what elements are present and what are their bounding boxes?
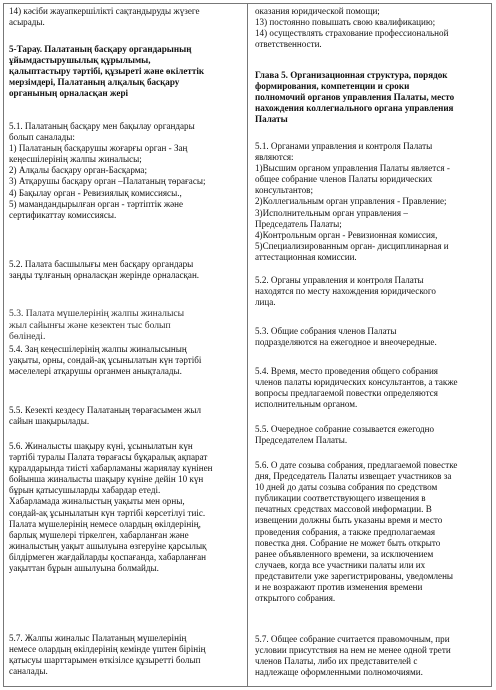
ru-clause-5-1: 5.1. Органами управления и контроля Палаты являются: 1)Высшим органом управления Палаты является - общее собрание членов Палаты юридических консультантов; 2)Коллегиальным орган управления - Правление; 3)Исполнительным орган управления – Председатель Палаты; 4)Контрольным орган - Ревизионная комиссия, 5)Специализированным орган- дисциплинарная и аттестационная комиссии.: [255, 141, 450, 262]
kazakh-column: [4, 4, 247, 686]
ru-clause-5-4: 5.4. Время, место проведения общего собрания членов палаты юридических консультантов, а также вопросы предлагаемой повестки определяются исполнительным органом.: [255, 366, 458, 410]
kz-clause-5-7: 5.7. Жалпы жиналыс Палатаның мүшелерінің немесе олардың өкілдерінің кемінде үштен бірінің қатысуы шарттарымен өткізілсе құзыретті болып саналады.: [9, 633, 206, 677]
kz-item-14: 14) кәсіби жауапкершілікті сақтандыруды жүзеге асырады.: [9, 6, 200, 28]
russian-column: [248, 4, 492, 686]
ru-clause-5-7: 5.7. Общее собрание считается правомочным, при условии присутствия на нем не менее одной трети членов Палаты, либо их представителей с надлежаще оформленными полномочиями.: [255, 634, 451, 678]
kz-clause-5-6: 5.6. Жиналысты шақыру күні, ұсынылатын күн тәртібі туралы Палата төрағасы бұқаралық ақпарат құралдарында тиісті хабарламаны жариялау күнінен бойынша жиналысты шақыру күніне дейін 10 күн бұрын қатысушыларды хабардар етеді. Хабарламада жиналыстың уақыты мен орны, сондай-ақ ұсынылатын күн тәртібі көрсетілуі тиіс. Палата мүшелерінің немесе олардың өкілдерінің, барлық мүшелері тіркелген, хабарланған және жиналыстың уақыт ашылуына өзгеруіне қарсылық білдірмеген жағдайларды қоспағанда, хабарланған уақыттан бұрын ашылуына болмайды.: [9, 441, 213, 574]
ru-clause-5-3: 5.3. Общие собрания членов Палаты подразделяются на ежегодное и внеочередные.: [255, 326, 437, 348]
document-page: [3, 3, 492, 687]
kz-clause-5-2: 5.2. Палата басшылығы мен басқару органдары заңды тұлғаның орналасқан жерінде орналасқан.: [9, 259, 200, 281]
kz-clause-5-4: 5.4. Заң кеңесшілерінің жалпы жиналысының уақыты, орны, сондай-ақ ұсынылатын күн тәртібі мәселелері атқарушы органмен анықталады.: [9, 344, 202, 377]
ru-clause-5-2: 5.2. Органы управления и контроля Палаты находятся по месту нахождения юридического лица.: [255, 275, 436, 308]
kz-chapter-5-heading: 5-Тарау. Палатаның басқару органдарының ұйымдастырушылық құрылымы, қалыптастыру тәртібі, құзыреті және өкілеттік мерзімдері, Палатаның алқалық басқару органының орналасқан жері: [9, 44, 205, 99]
kz-clause-5-5: 5.5. Кезекті кездесу Палатаның төрағасымен жыл сайын шақырылады.: [9, 405, 202, 427]
ru-items-12-14: оказания юридической помощи; 13) постоянно повышать свою квалификацию; 14) осуществлять страхование профессиональной ответственности.: [255, 6, 449, 50]
ru-clause-5-6: 5.6. О дате созыва собрания, предлагаемой повестке дня, Председатель Палаты извещает участников за 10 дней до даты созыва собрания по средством публикации соответствующего извещения в печатных средствах массовой информации. В извещении должны быть указаны время и место проведения собрания, а также предполагаемая повестка дня. Собрание не может быть открыто ранее объявленного времени, за исключением случаев, когда все участники палаты или их представители уже зарегистрированы, уведомлены и не возражают против изменения времени открытого собрания.: [255, 460, 458, 604]
ru-clause-5-5: 5.5. Очередное собрание созывается ежегодно Председателем Палаты.: [255, 424, 435, 446]
kz-clause-5-1: 5.1. Палатаның басқару мен бақылау органдары болып саналады: 1) Палатаның басқарушы жоғарғы орган - Заң кеңесшілерінің жалпы жиналысы; 2) Алқалы басқару орган-Басқарма; 3) Атқарушы басқару орган –Палатаның төрағасы; 4) Бақылау орган - Ревизиялық комиссиясы., 5) мамандандырылған орган - тәртіптік және сертификаттау комиссиясы.: [9, 121, 206, 220]
ru-chapter-5-heading: Глава 5. Организационная структура, порядок формирования, компетенции и сроки полномочий органов управления Палаты, место нахождения коллегиального органа управления Палаты: [255, 70, 455, 125]
kz-clause-5-3: 5.3. Палата мүшелерінің жалпы жиналысы жыл сайынғы және кезектен тыс болып бөлінеді.: [9, 308, 185, 342]
